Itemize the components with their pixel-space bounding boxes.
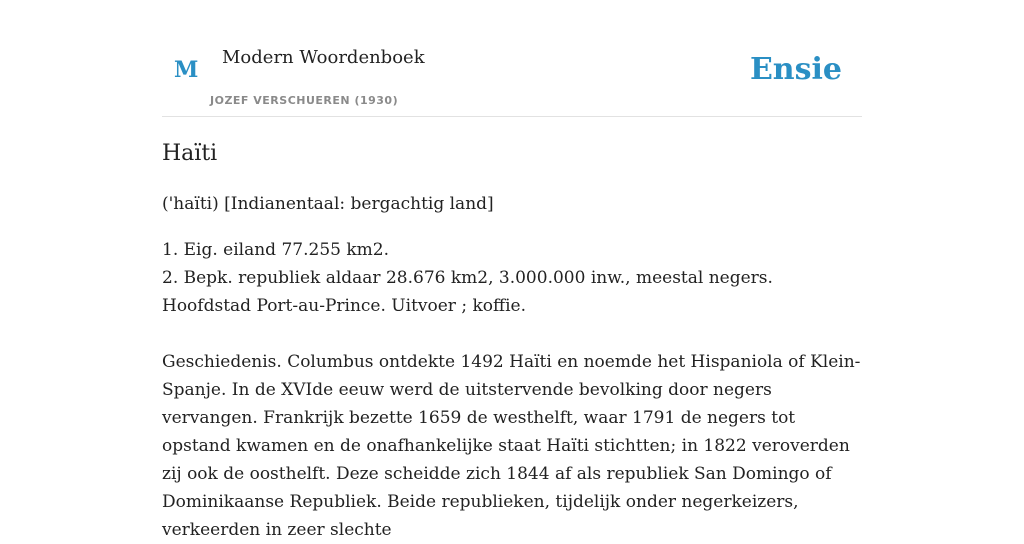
entry-history: Geschiedenis. Columbus ontdekte 1492 Haïti en noemde het Hispaniola of Klein-Spanje. In de XVIde eeuw werd de uitstervende bevolking door negers vervangen. Frankrijk bezette 1659 de westhelft, waar 1791 de negers tot opstand kwamen en de onafhankelijke staat Haïti stichtten; in 1822 veroverden zij ook de oosthelft. Deze scheidde zich 1844 af als republiek San Domingo of Dominikaanse Republiek. Beide republieken, tijdelijk onder negerkeizers, verkeerden in zeer slechte	[162, 352, 861, 540]
entry-definitions	[162, 236, 862, 320]
definition-item: 2. Bepk. republiek aldaar 28.676 km2, 3.000.000 inw., meestal negers. Hoofdstad Port-au-Prince. Uitvoer ; koffie.	[162, 268, 773, 316]
definition-item: 1. Eig. eiland 77.255 km2.	[162, 240, 389, 260]
entry-title: Haïti	[162, 141, 218, 166]
book-title-link[interactable]: Modern Woordenboek	[222, 47, 425, 68]
book-logo-icon[interactable]: M	[174, 57, 199, 83]
entry-pronunciation: ('haïti) [Indianentaal: bergachtig land]	[162, 194, 494, 214]
entry-content	[162, 138, 862, 544]
page-header	[162, 0, 862, 117]
ensie-home-link[interactable]: Ensie	[749, 52, 842, 87]
book-author-link[interactable]: JOZEF VERSCHUEREN (1930)	[210, 94, 399, 107]
